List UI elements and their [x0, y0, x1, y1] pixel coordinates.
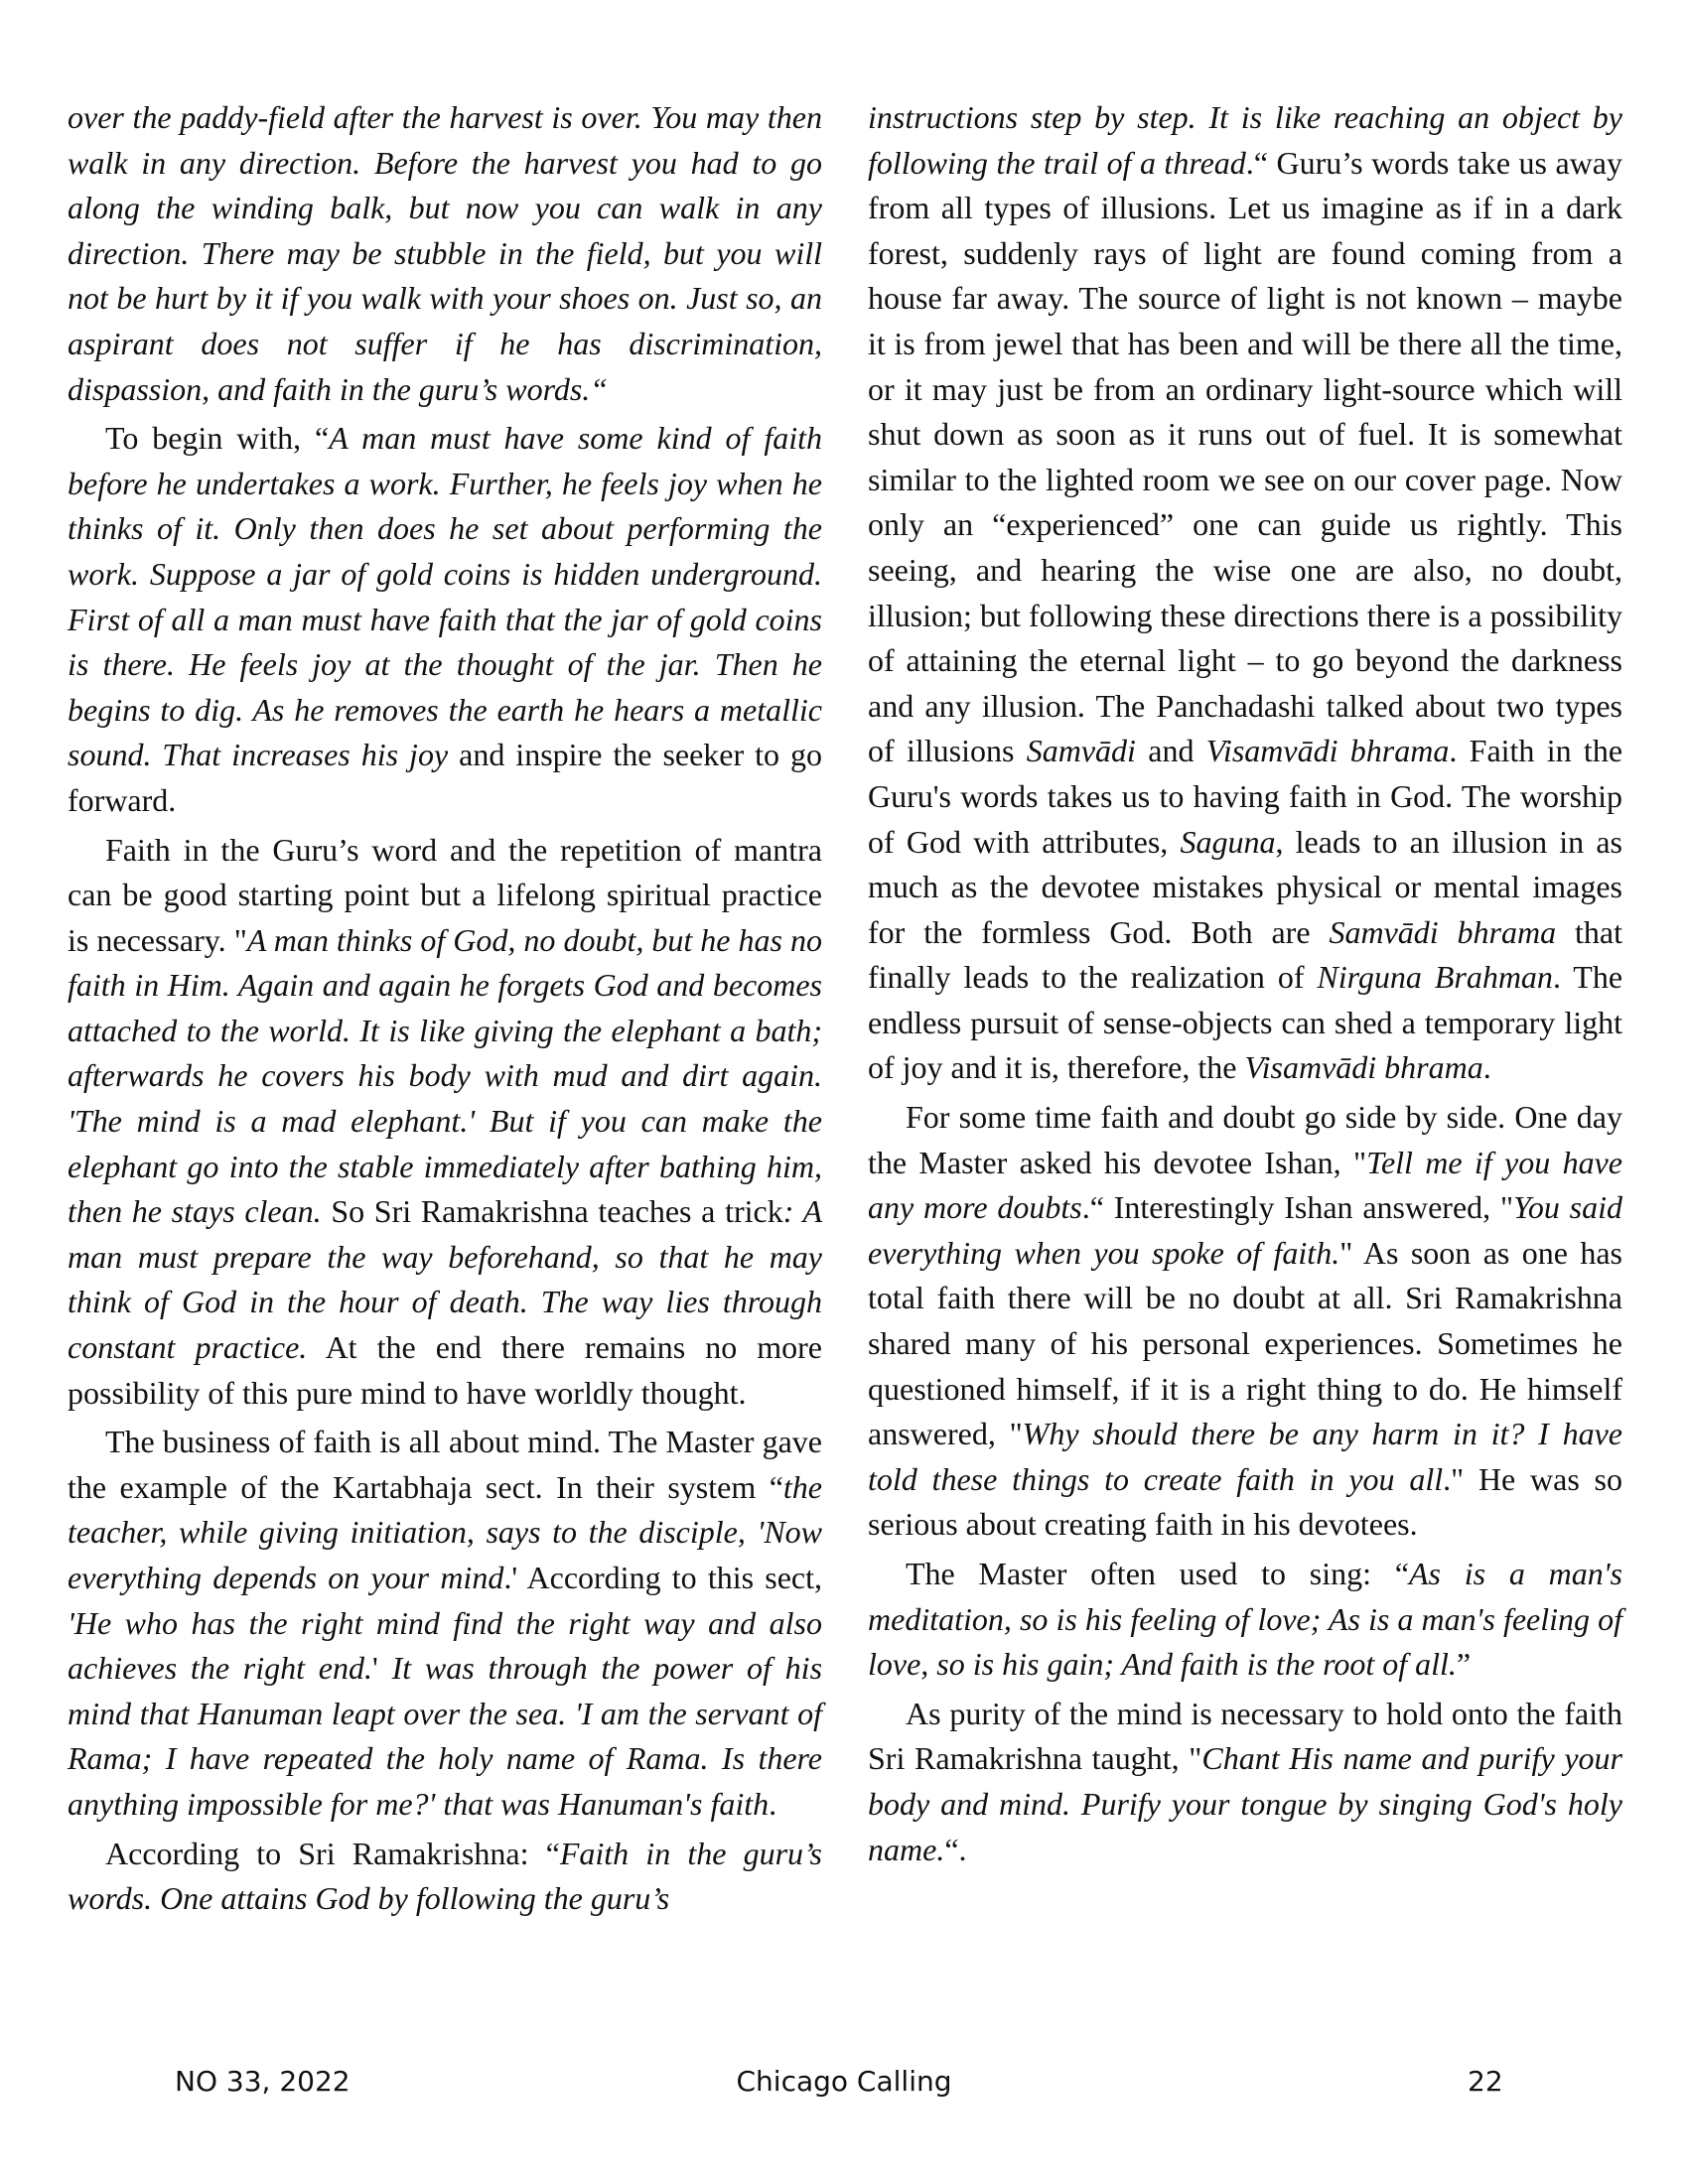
- text-run: ." He was so serious about creating faith in his devotees.: [868, 1460, 1623, 1543]
- footer-publication: Chicago Calling: [736, 2065, 952, 2098]
- right-column: [868, 95, 1622, 1872]
- italic-text-run: You said everything when you spoke of faith.: [868, 1189, 1623, 1271]
- text-run: Faith in the Guru’s word and the repetition of mantra can be good starting point but a lifelong spiritual practice is necessary. ": [68, 831, 822, 958]
- italic-text-run: 'He who has the right mind find the right way and also achieves the right end.: [68, 1604, 822, 1687]
- italic-text-run: over the paddy-field after the harvest is over. You may then walk in any direction. Before the harvest you had to go along the winding balk, but now you can walk in any direction. There may be stubble in the field, but you will not be hurt by it if you walk with your shoes on. Just so, an aspirant does not suffer if he has discrimination, dispassion, and faith in the guru’s words.“: [68, 99, 822, 407]
- paragraph: [868, 1095, 1622, 1548]
- italic-text-run: Samvādi bhrama: [1329, 913, 1557, 950]
- italic-text-run: instructions step by step. It is like reaching an object by following the trail of a thread: [868, 99, 1622, 181]
- text-run: and inspire the seeker to go forward.: [68, 737, 823, 818]
- italic-text-run: Samvādi: [1026, 733, 1136, 769]
- paragraph: [68, 1832, 822, 1922]
- italic-text-run: A man thinks of God, no doubt, but he has no faith in Him. Again and again he forgets God and becomes attached to the world. It is like giving the elephant a bath; afterwards he covers his body with mud and dirt again. 'The mind is a mad elephant.' But if you can make the elephant go into the stable immediately after bathing him, then he stays clean.: [68, 921, 823, 1230]
- italic-text-run: Visamvādi bhrama: [1244, 1049, 1483, 1086]
- text-run: .' According to this sect,: [503, 1560, 822, 1595]
- text-run: , leads to an illusion in as much as the devotee mistakes physical or mental images for the formless God. Both are: [868, 823, 1623, 950]
- text-run: At the end there remains no more possibility of this pure mind to have worldly thought.: [68, 1329, 823, 1411]
- paragraph: [68, 1420, 822, 1827]
- italic-text-run: Saguna: [1180, 823, 1276, 860]
- left-column: [68, 95, 822, 1922]
- footer-page-number: 22: [1468, 2065, 1503, 2098]
- paragraph: [868, 1692, 1622, 1872]
- text-run: .“ Guru’s words take us away from all types of illusions. Let us imagine as if in a dark forest, suddenly rays of light are found coming from a house far away. The source of light is not known – maybe it is from jewel that has been and will be there all the time, or it may just be from an ordinary light-source which will shut down as soon as it runs out of fuel. It is somewhat similar to the lighted room we see on our cover page. Now only an “experienced” one can guide us rightly. This seeing, and hearing the wise one are also, no doubt, illusion; but following these directions there is a possibility of attaining the eternal light – to go beyond the darkness and any illusion. The Panchadashi talked about two types of illusions: [868, 144, 1623, 769]
- paragraph: [68, 95, 822, 412]
- page-footer: [0, 2065, 1688, 2105]
- italic-text-run: Faith in the guru’s words. One attains God by following the guru’s: [68, 1835, 823, 1917]
- italic-text-run: As is a man's meditation, so is his feeling of love; As is a man's feeling of love, so is his gain; And faith is the root of all.: [868, 1556, 1623, 1683]
- italic-text-run: It was through the power of his mind that Hanuman leapt over the sea. 'I am the servant of Rama; I have repeated the holy name of Rama. Is there anything impossible for me?' that was Hanuman's faith: [68, 1650, 823, 1822]
- text-run: . The endless pursuit of sense-objects can shed a temporary light of joy and it is, therefore, the: [868, 959, 1623, 1086]
- text-run: To begin with, “: [105, 420, 330, 457]
- text-run: that finally leads to the realization of: [868, 913, 1623, 996]
- text-run: “.: [944, 1831, 967, 1867]
- text-run: .: [1482, 1049, 1491, 1086]
- text-run: " As soon as one has total faith there will be no doubt at all. Sri Ramakrishna shared many of his personal experiences. Sometimes he questioned himself, if it is a right thing to do. He himself answered, ": [868, 1234, 1623, 1452]
- text-run: ”: [1456, 1646, 1472, 1683]
- paragraph: [68, 416, 822, 823]
- footer-issue: NO 33, 2022: [175, 2065, 351, 2098]
- text-run: . Faith in the Guru's words takes us to having faith in God. The worship of God with attributes,: [868, 733, 1623, 860]
- italic-text-run: Chant His name and purify your body and mind. Purify your tongue by singing God's holy name.: [868, 1740, 1623, 1867]
- italic-text-run: Tell me if you have any more doubts: [868, 1144, 1623, 1226]
- text-run: According to Sri Ramakrishna: “: [105, 1835, 560, 1871]
- text-run: The business of faith is all about mind. The Master gave the example of the Kartabhaja sect. In their system “: [68, 1424, 822, 1505]
- text-run: As purity of the mind is necessary to hold onto the faith Sri Ramakrishna taught, ": [868, 1695, 1622, 1777]
- text-run: For some time faith and doubt go side by side. One day the Master asked his devotee Ishan, ": [868, 1099, 1622, 1180]
- italic-text-run: Nirguna Brahman: [1317, 959, 1553, 996]
- paragraph: [68, 828, 822, 1417]
- paragraph: [868, 95, 1622, 1091]
- italic-text-run: Visamvādi bhrama: [1205, 733, 1450, 769]
- text-run: and: [1135, 733, 1206, 769]
- italic-text-run: : A man must prepare the way beforehand, so that he may think of God in the hour of death. The way lies through constant practice.: [68, 1193, 823, 1366]
- text-run: So Sri Ramakrishna teaches a trick: [321, 1193, 783, 1230]
- italic-text-run: A man must have some kind of faith before he undertakes a work. Further, he feels joy when he thinks of it. Only then does he set about performing the work. Suppose a jar of gold coins is hidden underground. First of all a man must have faith that the jar of gold coins is there. He feels joy at the thought of the jar. Then he begins to dig. As he removes the earth he hears a metallic sound. That increases his joy: [68, 420, 823, 773]
- italic-text-run: the teacher, while giving initiation, says to the disciple, 'Now everything depends on your mind: [68, 1468, 822, 1595]
- text-run: The Master often used to sing: “: [906, 1556, 1409, 1591]
- text-run: .: [769, 1785, 777, 1822]
- paragraph: [868, 1552, 1622, 1688]
- text-run: ': [372, 1650, 392, 1687]
- text-run: .“ Interestingly Ishan answered, ": [1081, 1189, 1514, 1226]
- italic-text-run: Why should there be any harm in it? I have told these things to create faith in you all: [868, 1416, 1623, 1497]
